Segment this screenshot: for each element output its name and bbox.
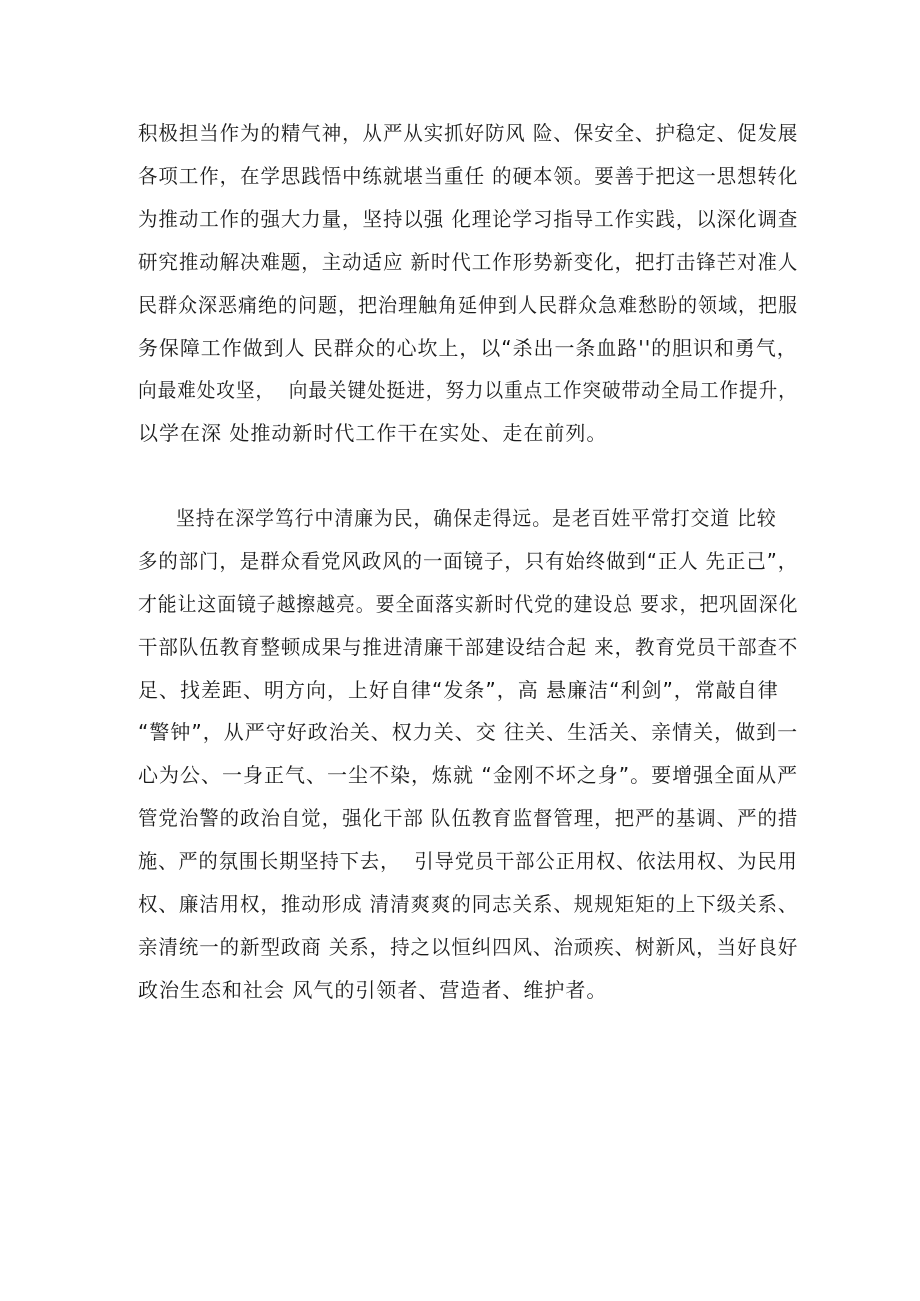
paragraph-line: 各项工作，在学思践悟中练就堪当重任 的硬本领。要善于把这一思想转化 xyxy=(138,164,799,188)
paragraph-line: 以学在深 处推动新时代工作干在实处、走在前列。 xyxy=(138,421,608,445)
paragraph-line: 积极担当作为的精气神，从严从实抓好防风 险、保安全、护稳定、促发展 xyxy=(138,121,799,145)
paragraph-line: 才能让这面镜子越擦越亮。要全面落实新时代党的建设总 要求，把巩固深化 xyxy=(138,592,799,616)
paragraph-line: 为推动工作的强大力量，坚持以强 化理论学习指导工作实践，以深化调查 xyxy=(138,207,799,231)
paragraph-line: 施、严的氛围长期坚持下去， 引导党员干部公正用权、依法用权、为民用 xyxy=(138,849,798,873)
paragraph-line: 多的部门，是群众看党风政风的一面镜子，只有始终做到“正人 先正己”， xyxy=(138,549,799,573)
paragraph-line: 向最难处攻坚， 向最关键处挺进，努力以重点工作突破带动全局工作提升， xyxy=(138,378,798,402)
paragraph-line: 心为公、一身正气、一尘不染，炼就 “金刚不坏之身”。要增强全面从严 xyxy=(138,763,799,787)
paragraph-line: 管党治警的政治自觉，强化干部 队伍教育监督管理，把严的基调、严的措 xyxy=(138,806,799,830)
paragraph-line: 亲清统一的新型政商 关系，持之以恒纠四风、治顽疾、树新风，当好良好 xyxy=(138,935,799,959)
paragraph-line: 研究推动解决难题，主动适应 新时代工作形势新变化，把打击锋芒对准人 xyxy=(138,250,799,274)
paragraph-line: 足、找差距、明方向，上好自律“发条”，高 悬廉洁“利剑”，常敲自律 xyxy=(138,678,779,702)
paragraph-line: “警钟”，从严守好政治关、权力关、交 往关、生活关、亲情关，做到一 xyxy=(138,720,799,744)
paragraph-line: 权、廉洁用权，推动形成 清清爽爽的同志关系、规规矩矩的上下级关系、 xyxy=(138,892,799,916)
paragraph-line: 坚持在深学笃行中清廉为民，确保走得远。是老百姓平常打交道 比较 xyxy=(176,506,777,530)
paragraph-line: 干部队伍教育整顿成果与推进清廉干部建设结合起 来，教育党员干部查不 xyxy=(138,635,799,659)
paragraph-line: 政治生态和社会 风气的引领者、营造者、维护者。 xyxy=(138,978,608,1002)
paragraph-line: 民群众深恶痛绝的问题，把治理触角延伸到人民群众急难愁盼的领域，把服 xyxy=(138,293,799,317)
paragraph-line: 务保障工作做到人 民群众的心坎上，以“杀出一条血路''的胆识和勇气， xyxy=(138,336,798,360)
